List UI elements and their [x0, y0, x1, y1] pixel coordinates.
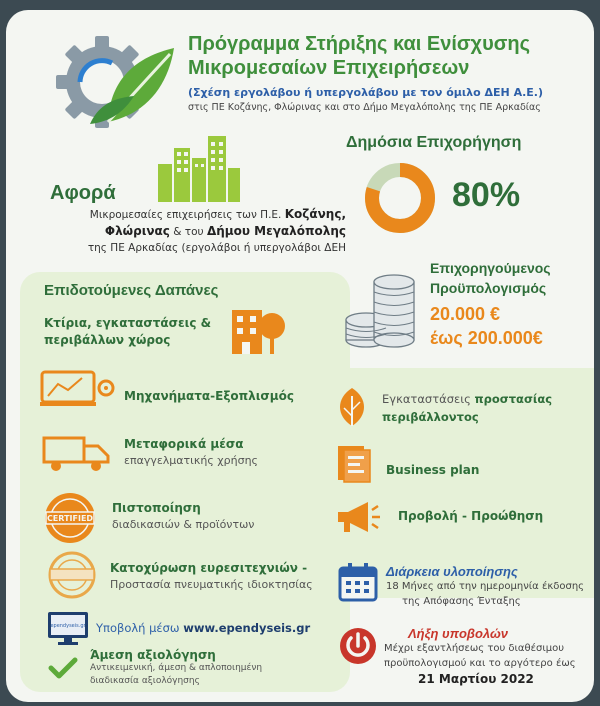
machinery-icon	[38, 368, 116, 408]
expense-buildings: Κτίρια, εγκαταστάσεις & περιβάλλων χώρος	[44, 316, 212, 347]
expense-business-plan: Business plan	[386, 463, 480, 477]
expenses-title: Επιδοτούμενες Δαπάνες	[44, 282, 219, 299]
expense-machinery: Μηχανήματα-Εξοπλισμός	[124, 389, 294, 403]
power-icon	[338, 626, 378, 666]
gear-leaf-logo-icon	[50, 26, 180, 136]
business-plan-document-icon	[336, 444, 372, 484]
submission-via: Υποβολή μέσω www.ependyseis.gr	[96, 621, 311, 635]
checkmark-icon	[48, 656, 78, 680]
monitor-icon	[46, 610, 90, 646]
budget-title: Επιχορηγούμενος Προϋπολογισμός	[430, 260, 551, 296]
page-subtitle: (Σχέση εργολάβου ή υπεργολάβου με τον όμιλο ΔΕΗ Α.Ε.)	[188, 86, 543, 99]
truck-icon	[42, 434, 112, 474]
expense-transport: Μεταφορικά μέσα επαγγελματικής χρήσης	[124, 437, 259, 467]
megaphone-icon	[334, 498, 382, 536]
submission-link[interactable]: www.ependyseis.gr	[183, 621, 311, 635]
city-buildings-icon	[154, 134, 244, 202]
afora-description: Μικρομεσαίες επιχειρήσεις των Π.Ε. Κοζάνης, Φλώρινας & του Δήμου Μεγαλόπολης της ΠΕ Αρκαδίας (εργολάβοι ή υπεργολάβοι ΔΕΗ	[87, 207, 346, 254]
expense-environment: Εγκαταστάσεις προστασίας περιβάλλοντος	[382, 392, 553, 424]
duration-block: Διάρκεια υλοποίησης 18 Μήνες από την ημερομηνία έκδοσης της Απόφασης Ένταξης	[386, 564, 585, 607]
coins-stack-icon	[344, 268, 424, 352]
certified-stamp-text: CERTIFIED	[46, 514, 94, 523]
expense-promotion: Προβολή - Προώθηση	[398, 509, 544, 523]
afora-title: Αφορά	[50, 182, 116, 204]
grant-title: Δημόσια Επιχορήγηση	[346, 134, 522, 151]
leaf-icon	[332, 386, 372, 428]
expense-certification: Πιστοποίηση διαδικασιών & προϊόντων	[112, 501, 255, 531]
patent-stamp-icon	[42, 550, 102, 600]
page-title: Πρόγραμμα Στήριξης και Ενίσχυσης Μικρομεσαίων Επιχειρήσεων	[188, 33, 531, 79]
region-note: στις ΠΕ Κοζάνης, Φλώρινας και στο Δήμο Μεγαλόπολης της ΠΕ Αρκαδίας	[188, 102, 541, 113]
evaluation-block: Άμεση αξιολόγηση Αντικειμενική, άμεση & απλοποιημένη διαδικασία αξιολόγησης	[90, 648, 263, 686]
calendar-icon	[338, 562, 378, 602]
monitor-screen-label: ependyseis.gr	[50, 623, 86, 629]
certified-stamp-icon	[42, 490, 98, 546]
infographic-card	[6, 10, 594, 702]
grant-percent: 80%	[452, 176, 521, 214]
building-tree-icon	[226, 300, 292, 356]
budget-max: έως 200.000€	[430, 328, 543, 348]
deadline-block: Λήξη υποβολών Μέχρι εξαντλήσεως του διαθέσιμου προϋπολογισμού και το αργότερο έως 21 Μαρτίου 2022	[384, 626, 576, 686]
grant-donut-icon	[362, 160, 438, 236]
expense-patent: Κατοχύρωση ευρεσιτεχνιών - Προστασία πνευματικής ιδιοκτησίας	[110, 561, 313, 591]
budget-min: 20.000 €	[430, 304, 501, 324]
